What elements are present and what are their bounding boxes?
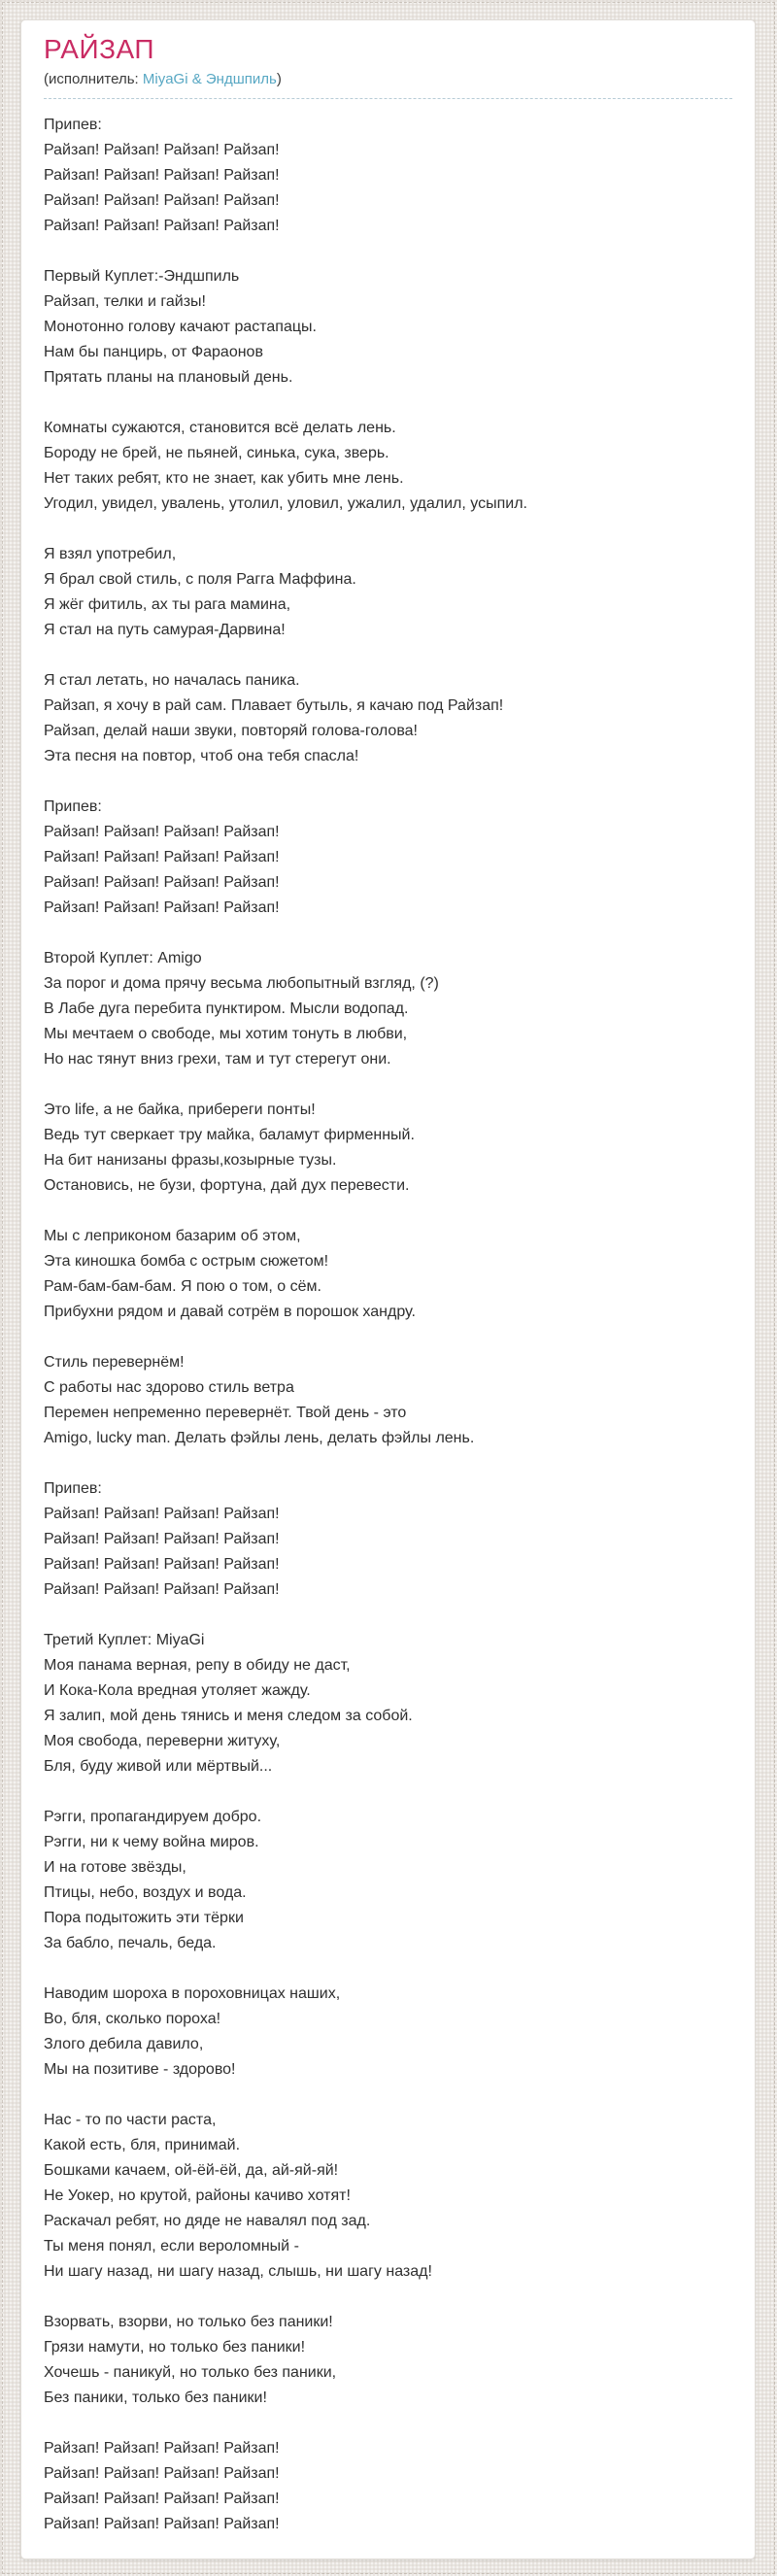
- artist-label-suffix: ): [276, 71, 282, 87]
- song-title: РАЙЗАП: [44, 34, 155, 64]
- lyric-line: Райзап! Райзап! Райзап! Райзап!: [44, 2465, 280, 2482]
- lyric-line: Прибухни рядом и давай сотрём в порошок хандру.: [44, 1304, 416, 1320]
- lyric-line: Райзап, телки и гайзы!: [44, 293, 206, 310]
- lyric-line: Райзап! Райзап! Райзап! Райзап!: [44, 2516, 280, 2532]
- lyric-line: Третий Куплет: MiyaGi: [44, 1632, 205, 1648]
- lyric-line: За бабло, печаль, беда.: [44, 1935, 217, 1951]
- lyrics-stanza: [44, 1350, 732, 1451]
- lyric-line: Рэгги, пропагандируем добро.: [44, 1809, 262, 1825]
- lyric-line: Эта киношка бомба с острым сюжетом!: [44, 1253, 329, 1270]
- lyric-line: Птицы, небо, воздух и вода.: [44, 1884, 247, 1901]
- lyrics-stanza: [44, 2310, 732, 2411]
- lyric-line: Райзап! Райзап! Райзап! Райзап!: [44, 899, 280, 916]
- lyric-line: Райзап! Райзап! Райзап! Райзап!: [44, 142, 280, 158]
- lyric-line: Грязи намути, но только без паники!: [44, 2339, 306, 2356]
- lyrics-stanza: [44, 795, 732, 921]
- lyric-line: Мы на позитиве - здорово!: [44, 2061, 236, 2078]
- lyric-line: Нас - то по части раста,: [44, 2112, 217, 2128]
- lyric-line: Райзап, я хочу в рай сам. Плавает бутыль, я качаю под Райзап!: [44, 697, 504, 714]
- lyrics-stanza: [44, 2108, 732, 2285]
- lyric-line: Я стал на путь самурая-Дарвина!: [44, 622, 286, 638]
- lyric-line: Райзап! Райзап! Райзап! Райзап!: [44, 874, 280, 891]
- lyrics-stanza: [44, 2436, 732, 2537]
- lyric-line: Угодил, увидел, увалень, утолил, уловил, ужалил, удалил, усыпил.: [44, 495, 527, 512]
- lyrics-stanza: [44, 668, 732, 769]
- lyrics: [44, 113, 732, 2537]
- lyric-line: Райзап! Райзап! Райзап! Райзап!: [44, 1556, 280, 1573]
- lyrics-stanza: [44, 1476, 732, 1603]
- lyric-line: Ни шагу назад, ни шагу назад, слышь, ни шагу назад!: [44, 2263, 432, 2280]
- lyric-line: Злого дебила давило,: [44, 2036, 204, 2052]
- lyric-line: Райзап! Райзап! Райзап! Райзап!: [44, 192, 280, 209]
- lyric-line: Стиль перевернём!: [44, 1354, 185, 1371]
- lyric-line: Райзап! Райзап! Райзап! Райзап!: [44, 167, 280, 184]
- lyric-line: И Кока-Кола вредная утоляет жажду.: [44, 1682, 311, 1699]
- lyric-line: Райзап! Райзап! Райзап! Райзап!: [44, 1506, 280, 1522]
- lyric-line: Мы с леприконом базарим об этом,: [44, 1228, 301, 1244]
- lyric-line: Райзап! Райзап! Райзап! Райзап!: [44, 824, 280, 840]
- lyric-line: Прятать планы на плановый день.: [44, 369, 293, 386]
- lyric-line: Припев:: [44, 1480, 102, 1497]
- lyric-line: Ведь тут сверкает тру майка, баламут фирменный.: [44, 1127, 415, 1143]
- artist-label: (исполнитель:: [44, 71, 143, 87]
- lyric-line: Перемен непременно перевернёт. Твой день - это: [44, 1405, 407, 1421]
- lyric-line: В Лабе дуга перебита пунктиром. Мысли водопад.: [44, 1000, 409, 1017]
- lyric-line: Хочешь - паникуй, но только без паники,: [44, 2364, 337, 2381]
- lyrics-stanza: [44, 416, 732, 517]
- lyric-line: С работы нас здорово стиль ветра: [44, 1379, 294, 1396]
- lyric-line: Эта песня на повтор, чтоб она тебя спасла!: [44, 748, 359, 764]
- lyric-line: Первый Куплет:-Эндшпиль: [44, 268, 240, 285]
- artist-link[interactable]: MiyaGi & Эндшпиль: [142, 71, 277, 87]
- lyrics-stanza: [44, 1805, 732, 1956]
- lyric-line: Райзап! Райзап! Райзап! Райзап!: [44, 1581, 280, 1598]
- lyric-line: Я брал свой стиль, с поля Рагга Маффина.: [44, 571, 356, 588]
- lyric-line: Моя свобода, переверни житуху,: [44, 1733, 281, 1749]
- lyric-line: Райзап, делай наши звуки, повторяй голова-голова!: [44, 723, 418, 739]
- lyric-line: Рам-бам-бам-бам. Я пою о том, о сём.: [44, 1278, 321, 1295]
- lyric-line: Раскачал ребят, но дяде не навалял под зад.: [44, 2213, 371, 2229]
- lyric-line: Пора подытожить эти тёрки: [44, 1910, 244, 1926]
- lyric-line: Я стал летать, но началась паника.: [44, 672, 300, 689]
- lyric-line: Во, бля, сколько пороха!: [44, 2011, 221, 2027]
- lyric-line: Без паники, только без паники!: [44, 2390, 267, 2406]
- lyric-line: Наводим шороха в пороховницах наших,: [44, 1985, 341, 2002]
- lyric-line: Это life, а не байка, прибереги понты!: [44, 1102, 316, 1118]
- song-header: [44, 33, 732, 99]
- lyric-line: Мы мечтаем о свободе, мы хотим тонуть в любви,: [44, 1026, 408, 1042]
- lyrics-stanza: [44, 1098, 732, 1199]
- lyrics-stanza: [44, 113, 732, 239]
- lyric-line: Я залип, мой день тянись и меня следом за собой.: [44, 1708, 413, 1724]
- lyric-line: За порог и дома прячу весьма любопытный взгляд, (?): [44, 975, 439, 992]
- lyric-line: Я жёг фитиль, ах ты рага мамина,: [44, 596, 291, 613]
- lyric-line: Комнаты сужаются, становится всё делать лень.: [44, 420, 396, 436]
- lyric-line: Рэгги, ни к чему война миров.: [44, 1834, 259, 1850]
- lyric-line: Amigo, lucky man. Делать фэйлы лень, делать фэйлы лень.: [44, 1430, 475, 1446]
- lyrics-stanza: [44, 1224, 732, 1325]
- artist-line: [44, 70, 732, 89]
- lyric-line: Ты меня понял, если вероломный -: [44, 2238, 299, 2254]
- lyric-line: Припев:: [44, 798, 102, 815]
- lyrics-card: [20, 19, 756, 2559]
- lyric-line: Монотонно голову качают растапацы.: [44, 319, 317, 335]
- lyric-line: Остановись, не бузи, фортуна, дай дух перевести.: [44, 1177, 410, 1194]
- lyric-line: Второй Куплет: Amigo: [44, 950, 202, 966]
- lyric-line: Райзап! Райзап! Райзап! Райзап!: [44, 1531, 280, 1547]
- lyrics-stanza: [44, 542, 732, 643]
- lyrics-stanza: [44, 264, 732, 390]
- lyric-line: Взорвать, взорви, но только без паники!: [44, 2314, 333, 2330]
- lyric-line: Бороду не брей, не пьяней, синька, сука, зверь.: [44, 445, 389, 461]
- lyric-line: Я взял употребил,: [44, 546, 177, 562]
- lyric-line: Райзап! Райзап! Райзап! Райзап!: [44, 218, 280, 234]
- lyric-line: Райзап! Райзап! Райзап! Райзап!: [44, 2491, 280, 2507]
- lyrics-stanza: [44, 1982, 732, 2083]
- lyric-line: Не Уокер, но крутой, районы качиво хотят!: [44, 2187, 351, 2204]
- lyric-line: Нам бы панцирь, от Фараонов: [44, 344, 263, 360]
- lyric-line: Бля, буду живой или мёртвый...: [44, 1758, 273, 1775]
- lyric-line: Моя панама верная, репу в обиду не даст,: [44, 1657, 351, 1674]
- lyric-line: Но нас тянут вниз грехи, там и тут стерегут они.: [44, 1051, 391, 1068]
- lyric-line: И на готове звёзды,: [44, 1859, 186, 1876]
- lyric-line: Райзап! Райзап! Райзап! Райзап!: [44, 2440, 280, 2457]
- lyrics-stanza: [44, 1628, 732, 1779]
- lyric-line: Бошками качаем, ой-ёй-ёй, да, ай-яй-яй!: [44, 2162, 339, 2179]
- lyric-line: Какой есть, бля, принимай.: [44, 2137, 241, 2153]
- lyric-line: Припев:: [44, 117, 102, 133]
- lyric-line: Райзап! Райзап! Райзап! Райзап!: [44, 849, 280, 865]
- lyric-line: На бит нанизаны фразы,козырные тузы.: [44, 1152, 337, 1169]
- lyrics-stanza: [44, 946, 732, 1072]
- lyric-line: Нет таких ребят, кто не знает, как убить мне лень.: [44, 470, 404, 487]
